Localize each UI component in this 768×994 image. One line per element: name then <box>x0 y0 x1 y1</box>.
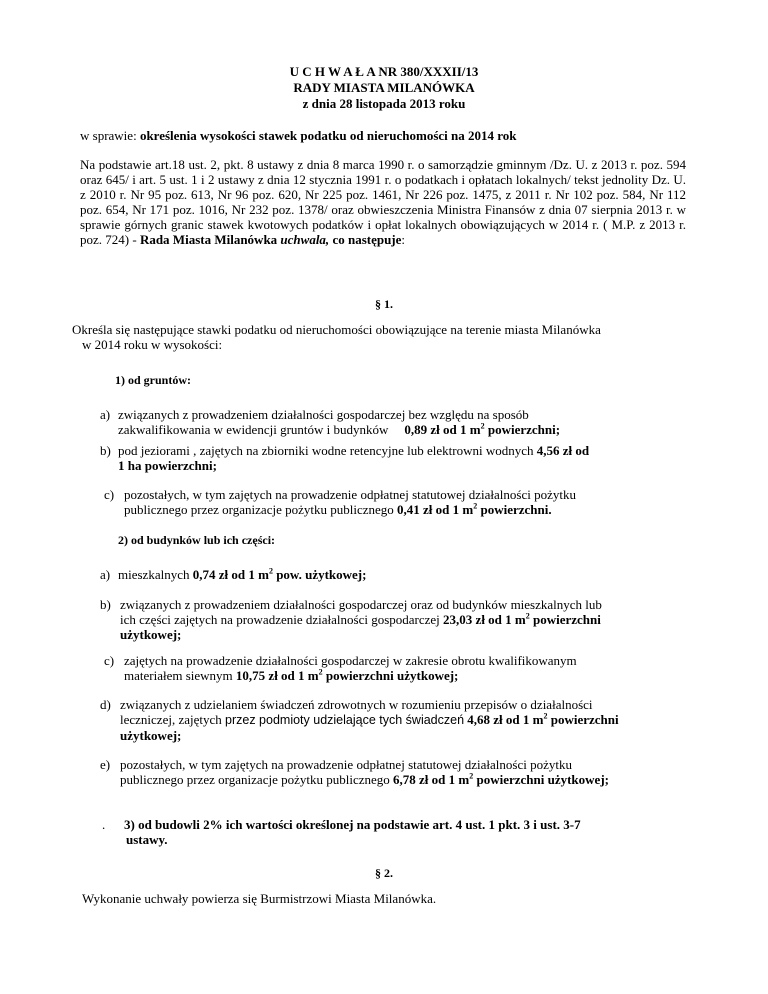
preamble-colon: : <box>401 232 406 247</box>
item-text-sans: przez podmioty udzielające tych świadczeń <box>225 713 465 727</box>
group1-heading: 1) od gruntów: <box>115 373 192 387</box>
group2-item-e <box>100 757 716 787</box>
section1-heading: § 1. <box>375 297 393 311</box>
item-text: publicznego przez organizacje pożytku publicznego <box>120 772 394 787</box>
group2-heading: 2) od budynków lub ich części: <box>118 533 276 547</box>
item-text: pod jeziorami , zajętych na zbiorniki wodne retencyjne lub elektrowni wodnych <box>118 443 537 458</box>
item-unit: użytkowej; <box>120 627 182 642</box>
item-text: zakwalifikowania w ewidencji gruntów i budynków <box>118 422 389 437</box>
item-text: ich części zajętych na prowadzenie działalności gospodarczej <box>120 612 444 627</box>
group3-line1: 3) od budowli 2% ich wartości określonej na podstawie art. 4 ust. 1 pkt. 3 i ust. 3-7 <box>124 817 581 832</box>
item-text: pozostałych, w tym zajętych na prowadzenie odpłatnej statutowej działalności pożytku <box>124 487 576 502</box>
group2-item-b <box>100 597 712 642</box>
item-label: b) <box>100 443 111 458</box>
item-label: c) <box>104 487 115 502</box>
item-rate: 0,89 zł od 1 m <box>404 422 481 437</box>
item-rate-sup: 2 <box>469 771 474 781</box>
group2-item-c <box>104 653 714 683</box>
item-unit: powierzchni <box>547 712 619 727</box>
item-unit: powierzchni użytkowej; <box>473 772 609 787</box>
group3-item <box>102 817 702 847</box>
item-label: b) <box>100 597 111 612</box>
group3-line2: ustawy. <box>126 832 168 847</box>
resolution-number: U C H W A Ł A NR 380/XXXII/13 <box>289 64 479 79</box>
item-text: związanych z prowadzeniem działalności gospodarczej bez względu na sposób <box>118 407 529 422</box>
section1-intro-line2: w 2014 roku w wysokości: <box>82 337 223 352</box>
group1-item-c <box>104 487 714 517</box>
item-text: mieszkalnych <box>118 567 193 582</box>
preamble-text: Na podstawie art.18 ust. 2, pkt. 8 ustawy z dnia 8 marca 1990 r. o samorządzie gminnym /Dz. U. z 2013 r. poz. 594 oraz 645/ i art. 5 ust. 1 i 2 ustawy z dnia 12 stycznia 1991 r. o podatkach i opłatach lokalnych/ tekst jednolity Dz. U. z 2010 r. Nr 95 poz. 613, Nr 96 poz. 620, Nr 225 poz. 1461, Nr 226 poz. 1475, z 2011 r. Nr 102 poz. 584, Nr 112 poz. 654, Nr 171 poz. 1016, Nr 232 poz. 1378/ oraz obwieszczenia Ministra Finansów z dnia 07 sierpnia 2013 r. w sprawie górnych granic stawek kwotowych podatków i opłat lokalnych obowiązujących w 2014 r. ( M.P. z 2013 r. poz. 724) - <box>80 157 686 247</box>
item-unit: powierzchni użytkowej; <box>322 668 459 683</box>
item-unit: powierzchni. <box>477 502 552 517</box>
item-unit: użytkowej; <box>120 728 182 743</box>
subject-line <box>80 128 700 143</box>
item-rate: 10,75 zł od 1 m <box>235 668 319 683</box>
section2-text: Wykonanie uchwały powierza się Burmistrzowi Miasta Milanówka. <box>82 891 437 906</box>
item-label: e) <box>100 757 111 772</box>
item-text: leczniczej, zajętych <box>120 712 226 727</box>
item-text: zajętych na prowadzenie działalności gospodarczej w zakresie obrotu kwalifikowanym <box>124 653 577 668</box>
item-text: publicznego przez organizacje pożytku publicznego <box>124 502 398 517</box>
item-rate-sup: 2 <box>473 501 478 511</box>
group2-item-a <box>100 567 710 582</box>
item-rate: 6,78 zł od 1 m <box>393 772 470 787</box>
item-rate: 4,68 zł od 1 m <box>464 712 544 727</box>
item-dot: . <box>102 817 106 832</box>
item-label: a) <box>100 567 111 582</box>
item-unit: 1 ha powierzchni; <box>118 458 217 473</box>
item-label: d) <box>100 697 111 712</box>
item-rate-sup: 2 <box>543 711 548 721</box>
preamble-resolves: uchwala, <box>280 232 330 247</box>
item-rate-sup: 2 <box>480 421 485 431</box>
group1-item-a <box>100 407 700 437</box>
item-text: związanych z udzielaniem świadczeń zdrowotnych w rozumieniu przepisów o działalności <box>120 697 593 712</box>
section1-intro-line1: Określa się następujące stawki podatku od nieruchomości obowiązujące na terenie miasta Milanówka <box>72 322 601 337</box>
item-unit: powierzchni; <box>484 422 561 437</box>
item-label: a) <box>100 407 111 422</box>
preamble-as-follows: co następuje <box>329 232 402 247</box>
item-label: c) <box>104 653 115 668</box>
group2-item-d <box>100 697 716 743</box>
item-text: związanych z prowadzeniem działalności gospodarczej oraz od budynków mieszkalnych lub <box>120 597 602 612</box>
resolution-date: z dnia 28 listopada 2013 roku <box>302 96 466 111</box>
item-rate: 0,41 zł od 1 m <box>397 502 474 517</box>
subject-prefix: w sprawie: <box>80 128 140 143</box>
item-rate: 23,03 zł od 1 m <box>443 612 526 627</box>
preamble <box>80 157 686 247</box>
subject-text: określenia wysokości stawek podatku od nieruchomości na 2014 rok <box>139 128 517 143</box>
group1-item-b <box>100 443 710 473</box>
item-unit: powierzchni <box>529 612 601 627</box>
item-rate: 4,56 zł od <box>536 443 590 458</box>
item-rate: 0,74 zł od 1 m <box>192 567 269 582</box>
item-text: pozostałych, w tym zajętych na prowadzenie odpłatnej statutowej działalności pożytku <box>120 757 572 772</box>
item-unit: pow. użytkowej; <box>272 567 367 582</box>
item-rate-sup: 2 <box>525 611 530 621</box>
section2-heading: § 2. <box>375 866 393 880</box>
preamble-council: Rada Miasta Milanówka <box>139 232 281 247</box>
item-text: materiałem siewnym <box>124 668 236 683</box>
item-rate-sup: 2 <box>318 667 323 677</box>
council-name: RADY MIASTA MILANÓWKA <box>293 80 475 95</box>
item-rate-sup: 2 <box>268 566 273 576</box>
